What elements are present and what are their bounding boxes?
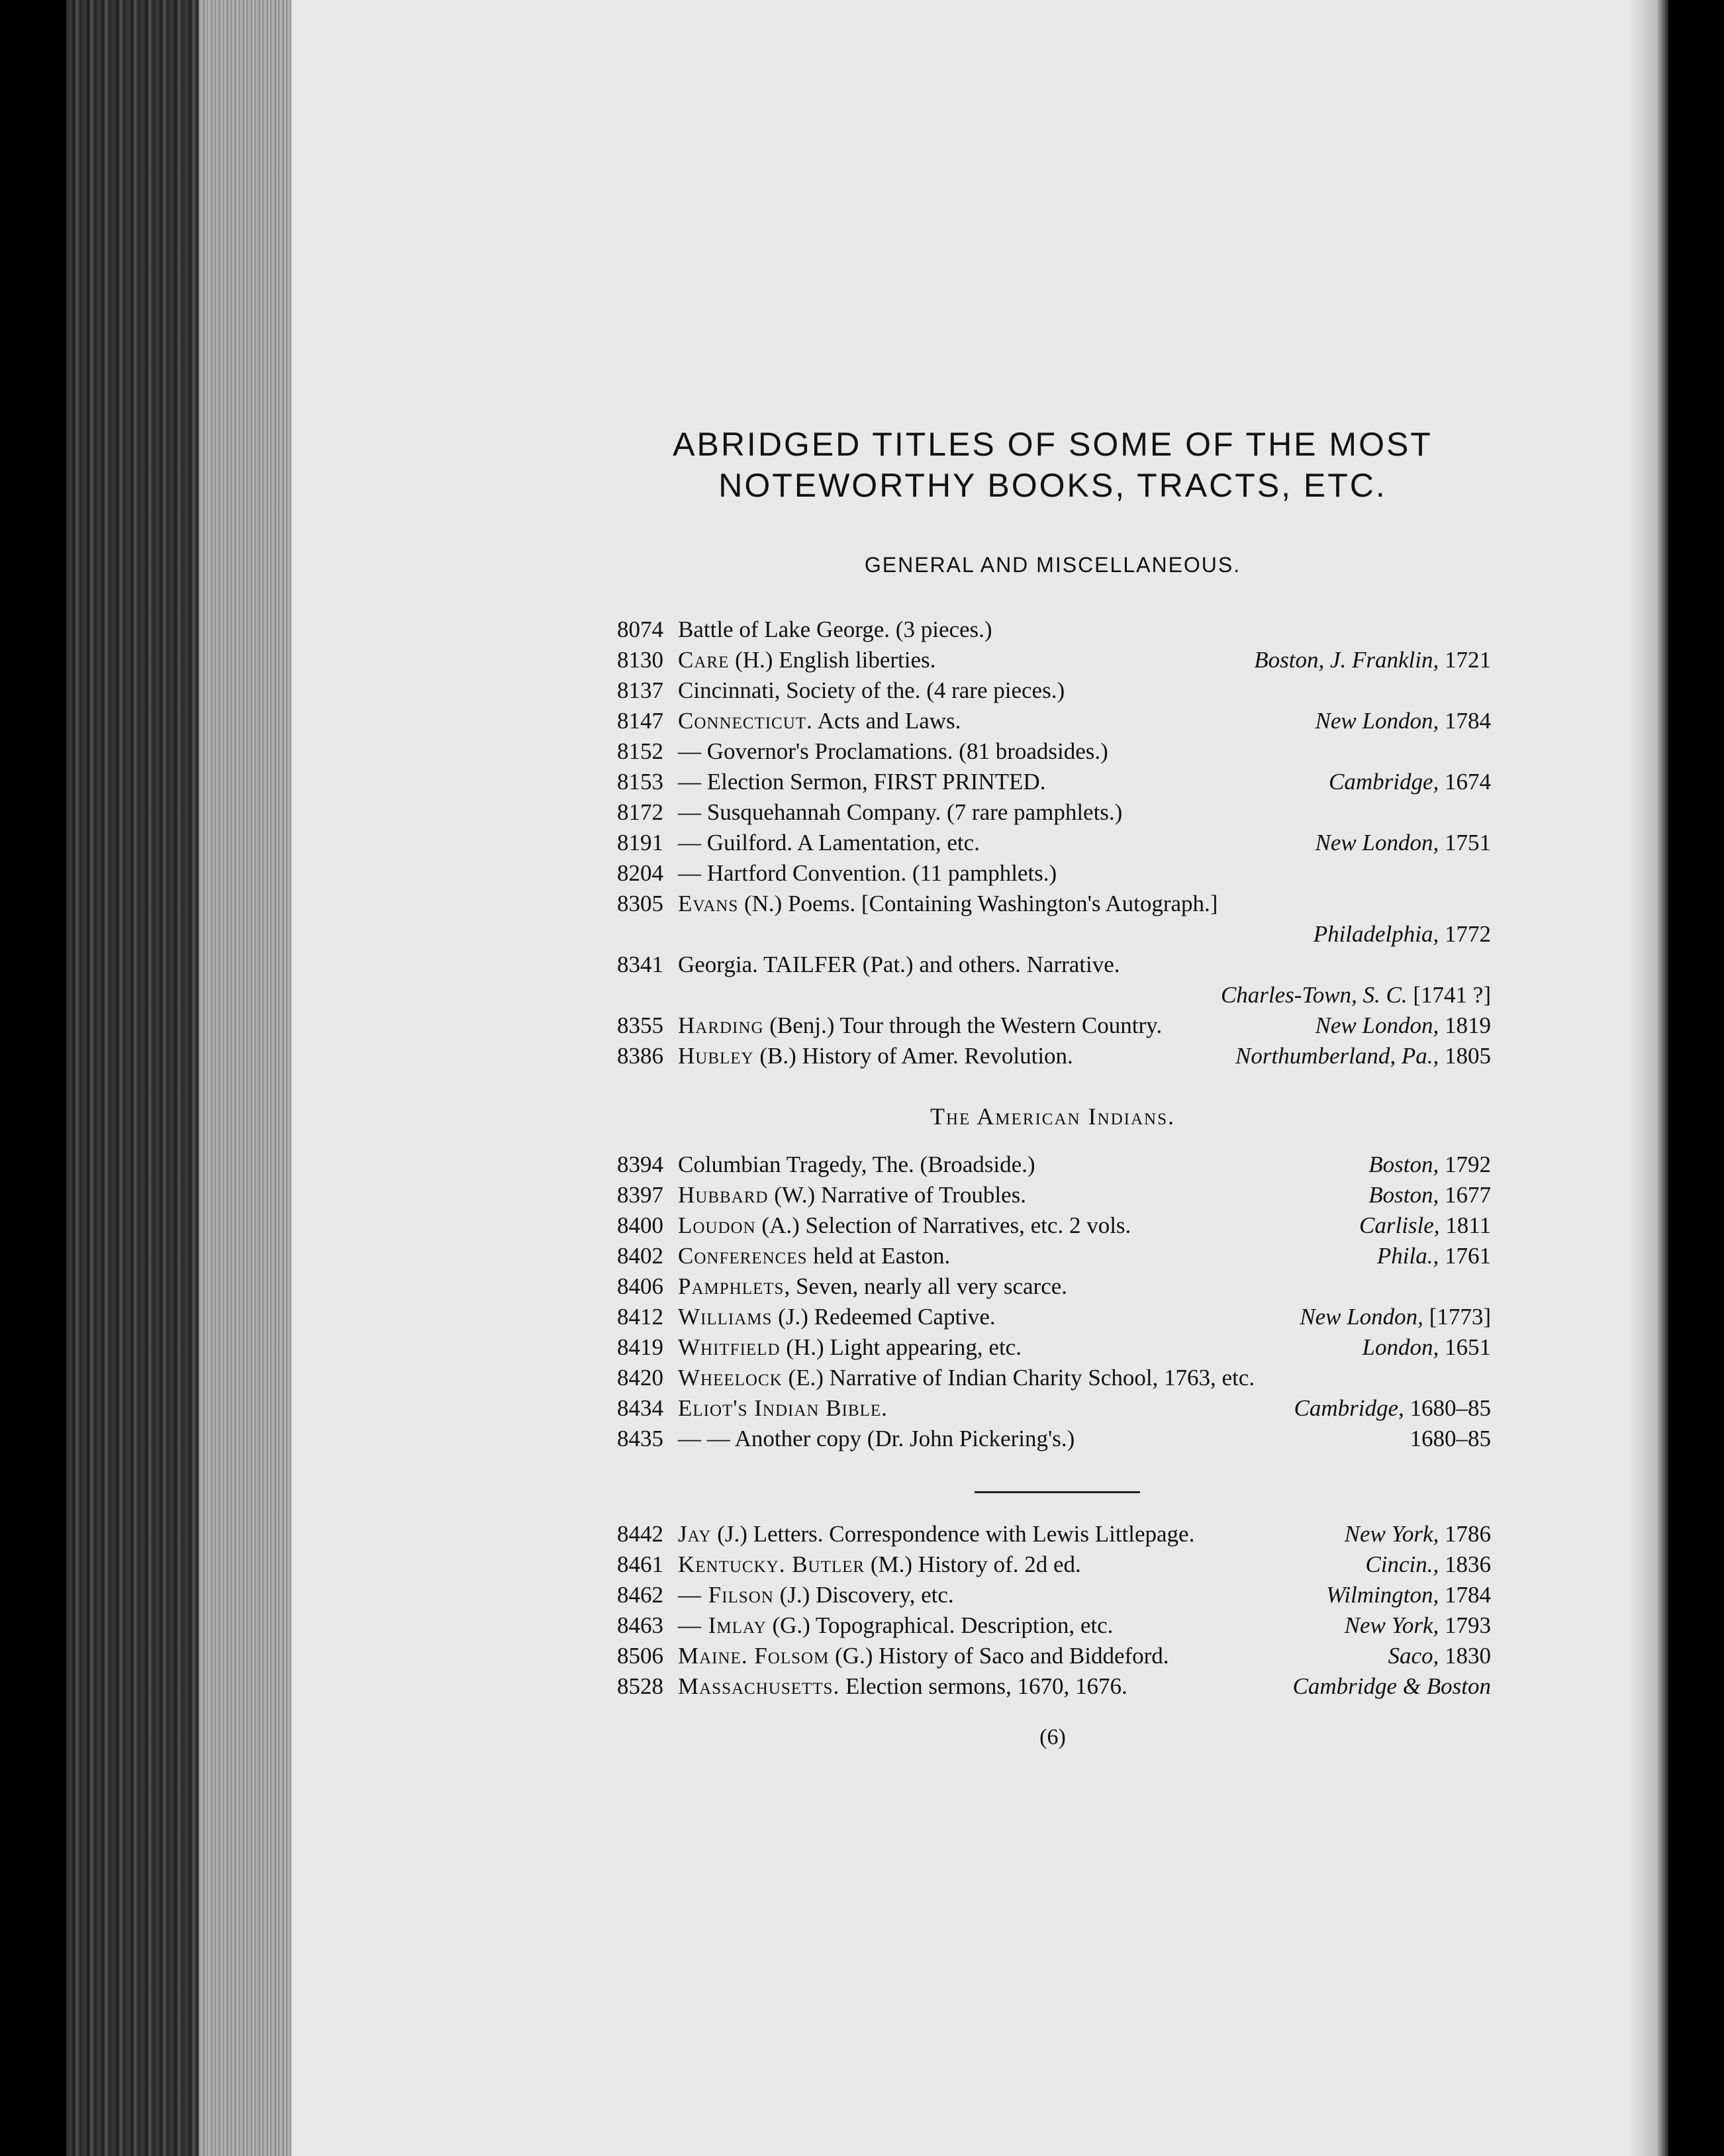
entry-title: (W.) Narrative of Troubles. bbox=[768, 1182, 1026, 1208]
imprint-year: 1677 bbox=[1439, 1182, 1491, 1208]
catalog-entry bbox=[617, 1241, 1491, 1271]
entry-number: 8386 bbox=[617, 1043, 663, 1069]
catalog-entry bbox=[617, 1271, 1491, 1302]
entry-number: 8420 bbox=[617, 1365, 663, 1391]
entry-name: Wheelock bbox=[678, 1365, 783, 1391]
entry-title: Columbian Tragedy, The. (Broadside.) bbox=[678, 1152, 1035, 1177]
imprint-place: Philadelphia, bbox=[1313, 921, 1439, 947]
entry-name: Loudon bbox=[678, 1212, 756, 1238]
imprint-year: 1651 bbox=[1439, 1334, 1491, 1360]
entry-imprint bbox=[1300, 1302, 1491, 1332]
entry-number: 8204 bbox=[617, 860, 663, 886]
entry-title: (H.) English liberties. bbox=[729, 647, 936, 673]
entry-title: held at Easton. bbox=[807, 1243, 951, 1269]
imprint-place: New London, bbox=[1315, 1012, 1439, 1038]
entry-title: (M.) History of. 2d ed. bbox=[865, 1551, 1081, 1577]
entry-number: 8147 bbox=[617, 708, 663, 734]
entry-name: Massachusetts. bbox=[678, 1673, 840, 1699]
entry-number: 8406 bbox=[617, 1273, 663, 1299]
entry-title: — Hartford Convention. (11 pamphlets.) bbox=[678, 860, 1057, 886]
catalog-entry bbox=[617, 675, 1491, 706]
entry-number: 8074 bbox=[617, 616, 663, 642]
imprint-place: New York, bbox=[1344, 1521, 1439, 1547]
imprint-year: [1741 ?] bbox=[1407, 982, 1491, 1008]
imprint-year: 1786 bbox=[1439, 1521, 1491, 1547]
entry-imprint bbox=[1365, 1549, 1491, 1580]
entry-name: Williams bbox=[678, 1304, 773, 1330]
catalog-entry bbox=[617, 1641, 1491, 1671]
entry-name: Whitfield bbox=[678, 1334, 781, 1360]
catalog-entry bbox=[617, 1332, 1491, 1363]
imprint-place: Cambridge, bbox=[1294, 1395, 1404, 1421]
entry-name: Hubley bbox=[678, 1043, 754, 1069]
imprint-year: 1819 bbox=[1439, 1012, 1491, 1038]
title-line-2: NOTEWORTHY BOOKS, TRACTS, ETC. bbox=[718, 467, 1387, 504]
entry-title: (J.) Redeemed Captive. bbox=[772, 1304, 996, 1330]
entry-number: 8400 bbox=[617, 1212, 663, 1238]
imprint-year: 1784 bbox=[1439, 708, 1491, 734]
entry-name: Evans bbox=[678, 891, 739, 916]
imprint-place: Wilmington, bbox=[1326, 1582, 1439, 1608]
entry-title: Cincinnati, Society of the. (4 rare pieces.) bbox=[678, 677, 1065, 703]
entry-title: Battle of Lake George. (3 pieces.) bbox=[678, 616, 992, 642]
entry-number: 8394 bbox=[617, 1152, 663, 1177]
imprint-place: New London, bbox=[1300, 1304, 1423, 1330]
entry-name: — Filson bbox=[678, 1582, 774, 1608]
imprint-year: 1836 bbox=[1439, 1551, 1491, 1577]
section-heading-indians: The American Indians. bbox=[930, 1103, 1176, 1130]
imprint-place: New London, bbox=[1315, 708, 1439, 734]
page-edge-highlight bbox=[199, 0, 298, 2156]
entry-imprint bbox=[1254, 645, 1491, 675]
entry-imprint bbox=[1294, 1393, 1492, 1424]
imprint-year: 1805 bbox=[1439, 1043, 1491, 1069]
entry-title: (G.) History of Saco and Biddeford. bbox=[829, 1643, 1169, 1669]
entry-number: 8462 bbox=[617, 1582, 663, 1608]
page-fold-shadow bbox=[1629, 0, 1668, 2156]
catalog-entry bbox=[617, 1150, 1491, 1180]
catalog-entry bbox=[617, 1549, 1491, 1580]
entry-title: Georgia. TAILFER (Pat.) and others. Narrative. bbox=[678, 952, 1120, 977]
entry-title: Acts and Laws. bbox=[812, 708, 961, 734]
entry-imprint bbox=[1293, 1671, 1491, 1702]
imprint-place: Boston, bbox=[1368, 1152, 1439, 1177]
entry-imprint bbox=[1235, 1041, 1491, 1071]
entry-imprint bbox=[1326, 1580, 1491, 1610]
entry-title: (J.) Letters. Correspondence with Lewis Littlepage. bbox=[711, 1521, 1195, 1547]
entry-imprint bbox=[1377, 1241, 1491, 1271]
catalog-entry bbox=[617, 828, 1491, 858]
imprint-year: 1721 bbox=[1439, 647, 1491, 673]
book-page bbox=[291, 0, 1668, 2156]
entry-number: 8153 bbox=[617, 769, 663, 795]
imprint-year: 1830 bbox=[1439, 1643, 1491, 1669]
entry-name: Care bbox=[678, 647, 730, 673]
entry-imprint bbox=[1221, 980, 1491, 1010]
entry-name: Eliot's Indian Bible. bbox=[678, 1395, 888, 1421]
imprint-place: London, bbox=[1362, 1334, 1439, 1360]
imprint-place: Charles-Town, S. C. bbox=[1220, 982, 1408, 1008]
entry-imprint bbox=[1363, 1332, 1491, 1363]
imprint-year: [1773] bbox=[1423, 1304, 1491, 1330]
entry-name: Conferences bbox=[678, 1243, 808, 1269]
imprint-place: Phila., bbox=[1376, 1243, 1439, 1269]
entry-title: (J.) Discovery, etc. bbox=[773, 1582, 954, 1608]
entry-number: 8305 bbox=[617, 891, 663, 916]
entry-number: 8397 bbox=[617, 1182, 663, 1208]
catalog-entry bbox=[617, 1580, 1491, 1610]
page-number: (6) bbox=[1039, 1725, 1066, 1749]
entry-imprint bbox=[1329, 767, 1491, 797]
catalog-entry bbox=[617, 1041, 1491, 1071]
entry-number: 8442 bbox=[617, 1521, 663, 1547]
entry-name: Hubbard bbox=[678, 1182, 769, 1208]
entry-number: 8402 bbox=[617, 1243, 663, 1269]
entry-title: , Seven, nearly all very scarce. bbox=[784, 1273, 1068, 1299]
entry-name: Jay bbox=[678, 1521, 712, 1547]
catalog-entry bbox=[617, 706, 1491, 736]
entries-general bbox=[617, 614, 1491, 1071]
catalog-entry bbox=[617, 1180, 1491, 1210]
imprint-year: 1792 bbox=[1439, 1152, 1491, 1177]
entry-title: (E.) Narrative of Indian Charity School, 1763, etc. bbox=[782, 1365, 1255, 1391]
imprint-year: 1674 bbox=[1439, 769, 1491, 795]
catalog-entry bbox=[617, 858, 1491, 889]
entry-title: (A.) Selection of Narratives, etc. 2 vols. bbox=[755, 1212, 1131, 1238]
imprint-year: 1784 bbox=[1439, 1582, 1491, 1608]
catalog-entry bbox=[617, 797, 1491, 828]
entry-title: (G.) Topographical. Description, etc. bbox=[766, 1612, 1114, 1638]
imprint-year: 1680–85 bbox=[1410, 1426, 1491, 1451]
entry-imprint bbox=[1316, 828, 1491, 858]
entry-imprint bbox=[1316, 1010, 1491, 1041]
entry-name: — Imlay bbox=[678, 1612, 767, 1638]
entry-imprint bbox=[1388, 1641, 1491, 1671]
section-heading-general: GENERAL AND MISCELLANEOUS. bbox=[864, 553, 1241, 577]
entry-number: 8506 bbox=[617, 1643, 663, 1669]
entry-title: — Susquehannah Company. (7 rare pamphlets.) bbox=[678, 799, 1123, 825]
entry-title: (N.) Poems. [Containing Washington's Autograph.] bbox=[738, 891, 1218, 916]
imprint-place: Carlisle, bbox=[1359, 1212, 1440, 1238]
entry-imprint bbox=[1368, 1180, 1491, 1210]
catalog-entry bbox=[617, 614, 1491, 645]
entry-number: 8463 bbox=[617, 1612, 663, 1638]
entry-title: (Benj.) Tour through the Western Country. bbox=[763, 1012, 1163, 1038]
imprint-place: Cambridge, bbox=[1329, 769, 1439, 795]
catalog-entry bbox=[617, 1393, 1491, 1424]
entry-number: 8528 bbox=[617, 1673, 663, 1699]
catalog-entry bbox=[617, 1363, 1491, 1393]
entry-number: 8355 bbox=[617, 1012, 663, 1038]
catalog-entry bbox=[617, 1519, 1491, 1549]
catalog-entry bbox=[617, 1424, 1491, 1454]
entry-name: Harding bbox=[678, 1012, 764, 1038]
catalog-entry bbox=[617, 889, 1491, 919]
imprint-place: Saco, bbox=[1388, 1643, 1439, 1669]
catalog-entry bbox=[617, 980, 1491, 1010]
entry-imprint bbox=[1359, 1210, 1491, 1241]
entry-title: Election sermons, 1670, 1676. bbox=[839, 1673, 1127, 1699]
entry-number: 8412 bbox=[617, 1304, 663, 1330]
entry-name: Connecticut. bbox=[678, 708, 813, 734]
entry-imprint bbox=[1345, 1519, 1491, 1549]
catalog-entry bbox=[617, 1010, 1491, 1041]
catalog-entry bbox=[617, 645, 1491, 675]
imprint-year: 1793 bbox=[1439, 1612, 1491, 1638]
imprint-year: 1751 bbox=[1439, 830, 1491, 856]
page-title bbox=[609, 424, 1496, 506]
imprint-place: Boston, J. Franklin, bbox=[1254, 647, 1439, 673]
entry-number: 8434 bbox=[617, 1395, 663, 1421]
entry-name: Pamphlets bbox=[678, 1273, 785, 1299]
imprint-year: 1772 bbox=[1439, 921, 1491, 947]
imprint-place: Cambridge & Boston bbox=[1292, 1673, 1491, 1699]
entry-imprint bbox=[1316, 706, 1491, 736]
imprint-year: 1811 bbox=[1439, 1212, 1491, 1238]
entry-number: 8435 bbox=[617, 1426, 663, 1451]
entry-number: 8419 bbox=[617, 1334, 663, 1360]
entry-imprint bbox=[1314, 919, 1491, 950]
entries-indians bbox=[617, 1150, 1491, 1454]
title-line-1: ABRIDGED TITLES OF SOME OF THE MOST bbox=[673, 426, 1433, 463]
entry-title: — Election Sermon, FIRST PRINTED. bbox=[678, 769, 1046, 795]
section-divider bbox=[975, 1491, 1140, 1493]
entries-misc bbox=[617, 1519, 1491, 1702]
catalog-entry bbox=[617, 1302, 1491, 1332]
entry-title: (H.) Light appearing, etc. bbox=[780, 1334, 1022, 1360]
entry-number: 8461 bbox=[617, 1551, 663, 1577]
catalog-entry bbox=[617, 736, 1491, 767]
entry-title: — Guilford. A Lamentation, etc. bbox=[678, 830, 980, 856]
catalog-entry bbox=[617, 950, 1491, 980]
entry-imprint bbox=[1345, 1610, 1491, 1641]
entry-title: — — Another copy (Dr. John Pickering's.) bbox=[678, 1426, 1075, 1451]
right-margin-dark bbox=[1668, 0, 1724, 2156]
entry-number: 8152 bbox=[617, 738, 663, 764]
entry-imprint bbox=[1368, 1150, 1491, 1180]
catalog-entry bbox=[617, 1210, 1491, 1241]
entry-title: — Governor's Proclamations. (81 broadsides.) bbox=[678, 738, 1108, 764]
imprint-place: New London, bbox=[1315, 830, 1439, 856]
entry-name: Maine. Folsom bbox=[678, 1643, 830, 1669]
entry-number: 8172 bbox=[617, 799, 663, 825]
entry-number: 8130 bbox=[617, 647, 663, 673]
imprint-year: 1680–85 bbox=[1404, 1395, 1491, 1421]
catalog-entry bbox=[617, 767, 1491, 797]
entry-imprint bbox=[1410, 1424, 1492, 1454]
imprint-place: Northumberland, Pa., bbox=[1235, 1043, 1439, 1069]
entry-number: 8191 bbox=[617, 830, 663, 856]
entry-number: 8341 bbox=[617, 952, 663, 977]
imprint-place: New York, bbox=[1344, 1612, 1439, 1638]
entry-title: (B.) History of Amer. Revolution. bbox=[753, 1043, 1073, 1069]
imprint-year: 1761 bbox=[1439, 1243, 1491, 1269]
catalog-entry bbox=[617, 1610, 1491, 1641]
imprint-place: Cincin., bbox=[1365, 1551, 1439, 1577]
imprint-place: Boston, bbox=[1368, 1182, 1439, 1208]
catalog-entry bbox=[617, 919, 1491, 950]
entry-name: Kentucky. Butler bbox=[678, 1551, 865, 1577]
entry-number: 8137 bbox=[617, 677, 663, 703]
catalog-entry bbox=[617, 1671, 1491, 1702]
